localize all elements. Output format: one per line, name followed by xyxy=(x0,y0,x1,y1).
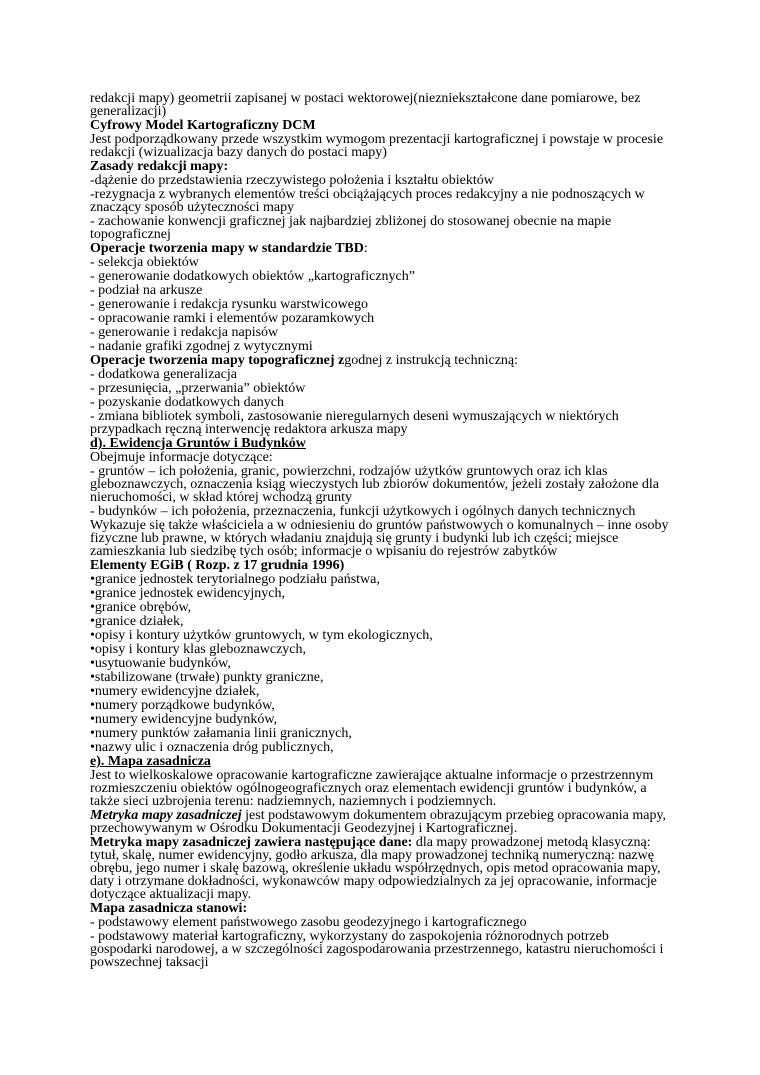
zasady-heading: Zasady redakcji mapy: xyxy=(90,159,229,174)
topo-item: - dodatkowa generalizacja xyxy=(90,367,237,382)
elementy-item: •usytuowanie budynków, xyxy=(90,656,231,671)
document-page xyxy=(90,92,674,970)
egib-owner-text: Wykazuje się także właściciela a w odniesieniu do gruntów państwowych o komunalnych – inne osoby fizyczne lub prawne, w których władaniu znajdują się grunty i budynki lub ich części; miejsce zamieszkania lub siedzibę tych osób; informacje o wpisaniu do rejestrów zabytków xyxy=(90,518,669,559)
zasady-item: - zachowanie konwencji graficznej jak najbardziej zbliżonej do stosowanej obecnie na mapie topograficznej xyxy=(90,214,612,242)
metryka-paragraph: Metryka mapy zasadniczej jest podstawowym dokumentem obrazującym przebieg opracowania mapy, przechowywanym w Ośrodku Dokumentacji Geodezyjnej i Kartograficznej. xyxy=(90,808,667,836)
elementy-item: •numery porządkowe budynków, xyxy=(90,698,275,713)
stanowi-item: - podstawowy materiał kartograficzny, wykorzystany do zaspokojenia różnorodnych potrzeb gospodarki narodowej, a w szczególności zagospodarowania przestrzennego, katastru nieruchomości i powszechnej taksacji xyxy=(90,929,664,970)
zasady-item: -dążenie do przedstawienia rzeczywistego położenia i kształtu obiektów xyxy=(90,173,494,188)
zasady-item: -rezygnacja z wybranych elementów treści obciążających proces redakcyjny a nie podnoszących w znaczący sposób użyteczności mapy xyxy=(90,187,645,215)
elementy-heading: Elementy EGiB ( Rozp. z 17 grudnia 1996) xyxy=(90,558,345,573)
topo-item: - przesunięcia, „przerwania” obiektów xyxy=(90,381,306,396)
intro-text: redakcji mapy) geometrii zapisanej w postaci wektorowej(niezniekształcone dane pomiarowe, bez generalizacji) xyxy=(90,91,641,119)
tbd-item: - nadanie grafiki zgodnej z wytycznymi xyxy=(90,339,313,354)
elementy-item: •granice działek, xyxy=(90,614,184,629)
dcm-text: Jest podporządkowany przede wszystkim wymogom prezentacji kartograficznej i powstaje w procesie redakcji (wizualizacja bazy danych do postaci mapy) xyxy=(90,132,664,160)
stanowi-item: - podstawowy element państwowego zasobu geodezyjnego i kartograficznego xyxy=(90,915,527,930)
tbd-item: - podział na arkusze xyxy=(90,283,203,298)
tbd-item: - generowanie i redakcja napisów xyxy=(90,325,279,340)
elementy-item: •granice jednostek terytorialnego podziału państwa, xyxy=(90,572,380,587)
egib-heading: d). Ewidencja Gruntów i Budynków xyxy=(90,436,306,451)
elementy-item: •granice obrębów, xyxy=(90,600,192,615)
elementy-item: •opisy i kontury klas gleboznawczych, xyxy=(90,642,307,657)
elementy-item: •numery punktów załamania linii granicznych, xyxy=(90,726,352,741)
elementy-item: •numery ewidencyjne działek, xyxy=(90,684,260,699)
egib-intro: Obejmuje informacje dotyczące: xyxy=(90,450,273,465)
dcm-heading: Cyfrowy Model Kartograficzny DCM xyxy=(90,118,316,133)
egib-item: - gruntów – ich położenia, granic, powierzchni, rodzajów użytków gruntowych oraz ich klas gleboznawczych, oznaczenia ksiąg wieczystych lub zbiorów dokumentów, jeżeli zostały założone dla nieruchomości, w skład której wchodzą grunty xyxy=(90,464,659,505)
tbd-item: - generowanie i redakcja rysunku warstwicowego xyxy=(90,297,368,312)
egib-item: - budynków – ich położenia, przeznaczenia, funkcji użytkowych i ogólnych danych technicznych xyxy=(90,504,636,519)
tbd-item: - opracowanie ramki i elementów pozaramkowych xyxy=(90,311,375,326)
stanowi-heading: Mapa zasadnicza stanowi: xyxy=(90,901,248,916)
topo-item: - pozyskanie dodatkowych danych xyxy=(90,395,284,410)
tbd-item: - generowanie dodatkowych obiektów „kartograficznych” xyxy=(90,269,415,284)
mapa-heading: e). Mapa zasadnicza xyxy=(90,754,211,769)
elementy-item: •granice jednostek ewidencyjnych, xyxy=(90,586,285,601)
tbd-item: - selekcja obiektów xyxy=(90,255,199,270)
elementy-item: •nazwy ulic i oznaczenia dróg publicznych, xyxy=(90,740,334,755)
elementy-item: •opisy i kontury użytków gruntowych, w tym ekologicznych, xyxy=(90,628,433,643)
topo-heading: Operacje tworzenia mapy topograficznej zgodnej z instrukcją techniczną: xyxy=(90,353,519,368)
tbd-heading: Operacje tworzenia mapy w standardzie TBD: xyxy=(90,241,368,256)
zawiera-paragraph: Metryka mapy zasadniczej zawiera następujące dane: dla mapy prowadzonej metodą klasyczną: tytuł, skalę, numer ewidencyjny, godło arkusza, dla mapy prowadzonej techniką numeryczną: nazwę obrębu, jego numer i skalę bazową, określenie układu współrzędnych, opis metod opracowania mapy, daty i otrzymane dokładności, wykonawców mapy odpowiedzialnych za jej opracowanie, informacje dotyczące aktualizacji mapy. xyxy=(90,835,661,902)
elementy-item: •stabilizowane (trwałe) punkty graniczne, xyxy=(90,670,324,685)
topo-item: - zmiana bibliotek symboli, zastosowanie nieregularnych deseni wymuszających w niektórych przypadkach ręczną interwencję redaktora arkusza mapy xyxy=(90,409,619,437)
mapa-text: Jest to wielkoskalowe opracowanie kartograficzne zawierające aktualne informacje o przestrzennym rozmieszczeniu obiektów ogólnogeograficznych oraz elementach ewidencji gruntów i budynków, a także sieci uzbrojenia terenu: nadziemnych, naziemnych i podziemnych. xyxy=(90,768,654,809)
elementy-item: •numery ewidencyjne budynków, xyxy=(90,712,278,727)
